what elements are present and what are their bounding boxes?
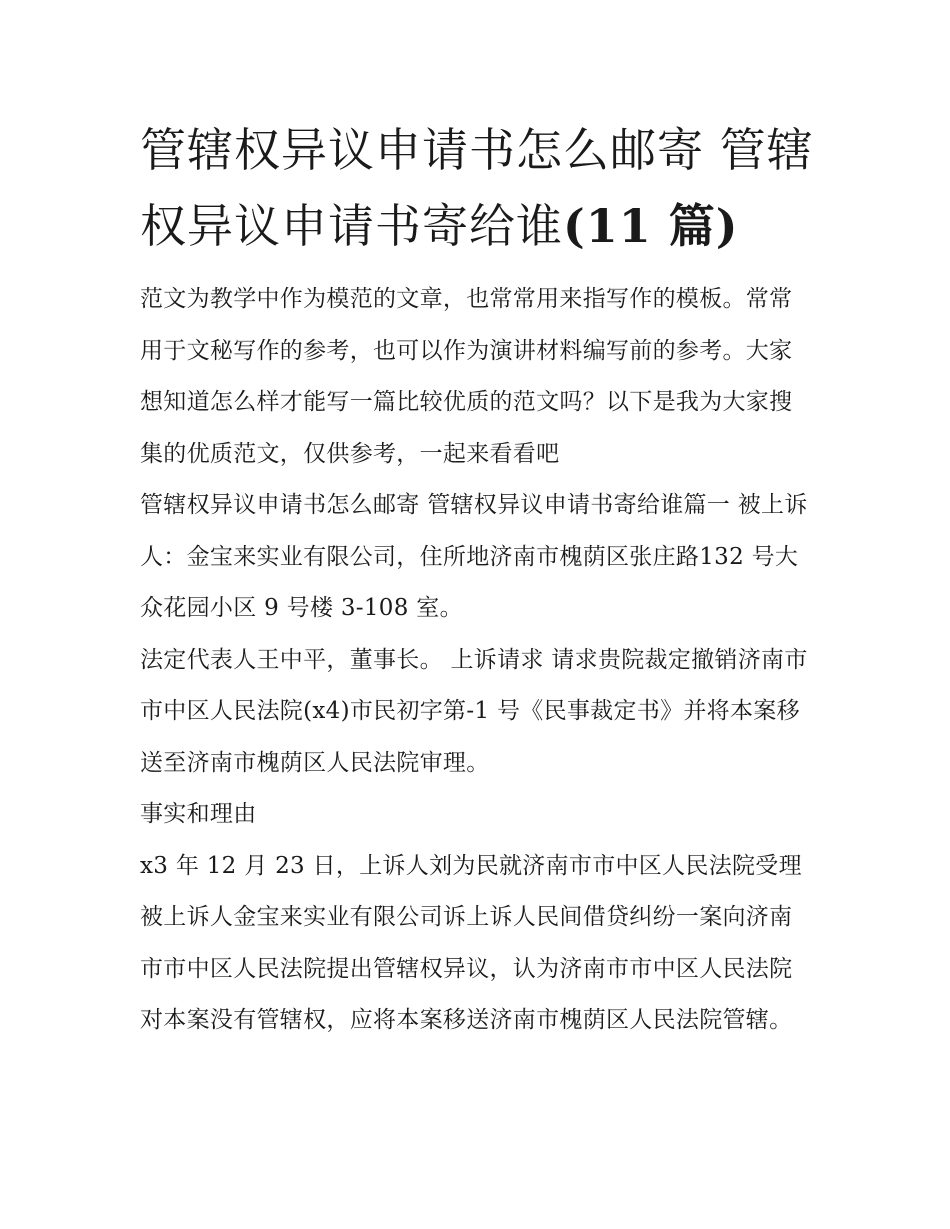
title-main: 管辖权异议申请书怎么邮寄 管辖权异议申请书寄给谁: [140, 123, 814, 253]
section-one-paragraph: 管辖权异议申请书怎么邮寄 管辖权异议申请书寄给谁篇一 被上诉人：金宝来实业有限公司，住所地济南市槐荫区张庄路132 号大众花园小区 9 号楼 3-108 室。: [140, 492, 808, 621]
representative-paragraph: 法定代表人王中平，董事长。 上诉请求 请求贵院裁定撤销济南市市中区人民法院(x4)市民初字第-1 号《民事裁定书》并将本案移送至济南市槐荫区人民法院审理。: [140, 646, 808, 776]
intro-paragraph: 范文为教学中作为模范的文章，也常常用来指写作的模板。常常用于文秘写作的参考，也可以作为演讲材料编写前的参考。大家想知道怎么样才能写一篇比较优质的范文吗？以下是我为大家搜集的优质范文，仅供参考，一起来看看吧: [140, 286, 793, 467]
title-count: (11 篇): [563, 199, 739, 253]
document-title: [140, 112, 815, 264]
facts-heading: 事实和理由: [140, 801, 257, 827]
facts-paragraph: x3 年 12 月 23 日，上诉人刘为民就济南市市中区人民法院受理被上诉人金宝来实业有限公司诉上诉人民间借贷纠纷一案向济南市市中区人民法院提出管辖权异议，认为济南市市中区人民法院对本案没有管辖权，应将本案移送济南市槐荫区人民法院管辖。: [140, 852, 802, 1033]
document-body: [140, 112, 815, 1047]
